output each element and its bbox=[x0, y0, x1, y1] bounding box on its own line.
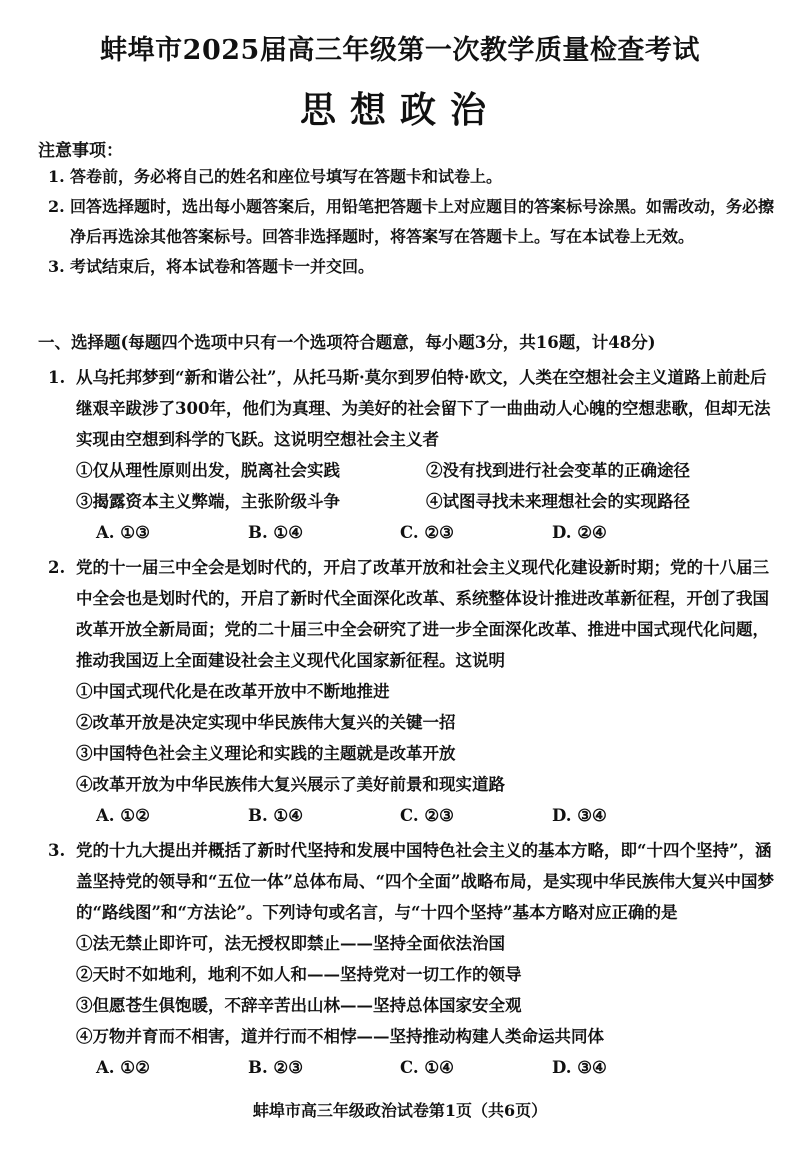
notice-heading: 注意事项： bbox=[38, 141, 123, 161]
option-c: C. ②③ bbox=[400, 523, 454, 542]
notice-block bbox=[38, 140, 778, 282]
notice-item-number: 2. bbox=[48, 197, 65, 216]
answer-options bbox=[48, 517, 780, 548]
question-number: 2. bbox=[48, 558, 66, 577]
statement: ④试图寻找未来理想社会的实现路径 bbox=[426, 492, 690, 511]
page-footer: 蚌埠市高三年级政治试卷第1页（共6页） bbox=[252, 1101, 548, 1120]
option-b: B. ②③ bbox=[248, 1058, 304, 1077]
statement: ②改革开放是决定实现中华民族伟大复兴的关键一招 bbox=[76, 713, 456, 732]
section-title: 一、选择题(每题四个选项中只有一个选项符合题意，每小题3分，共16题，计48分) bbox=[38, 333, 656, 352]
notice-item bbox=[38, 162, 778, 192]
statement-grid bbox=[48, 455, 780, 517]
notice-item-text: 答卷前，务必将自己的姓名和座位号填写在答题卡和试卷上。 bbox=[70, 167, 503, 186]
notice-item-text: 考试结束后，将本试卷和答题卡一并交回。 bbox=[70, 257, 375, 276]
question-number: 1. bbox=[48, 368, 66, 387]
option-b: B. ①④ bbox=[248, 523, 304, 542]
statement: ②天时不如地利，地利不如人和——坚持党对一切工作的领导 bbox=[76, 965, 522, 984]
answer-options bbox=[48, 800, 780, 831]
exam-title: 蚌埠市2025届高三年级第一次教学质量检查考试 bbox=[100, 35, 700, 66]
option-d: D. ③④ bbox=[552, 1058, 607, 1077]
option-d: D. ②④ bbox=[552, 523, 607, 542]
statement: ④万物并育而不相害，道并行而不相悖——坚持推动构建人类命运共同体 bbox=[76, 1027, 604, 1046]
statement: ③但愿苍生俱饱暖，不辞辛苦出山林——坚持总体国家安全观 bbox=[76, 996, 522, 1015]
option-d: D. ③④ bbox=[552, 806, 607, 825]
notice-item-text: 回答选择题时，选出每小题答案后，用铅笔把答题卡上对应题目的答案标号涂黑。如需改动，务必擦净后再选涂其他答案标号。回答非选择题时，将答案写在答题卡上。写在本试卷上无效。 bbox=[70, 197, 775, 246]
question-3 bbox=[48, 835, 780, 1083]
question-stem bbox=[48, 552, 780, 676]
notice-item bbox=[38, 252, 778, 282]
notice-item-number: 3. bbox=[48, 257, 65, 276]
question-text: 从乌托邦梦到“新和谐公社”，从托马斯·莫尔到罗伯特·欧文，人类在空想社会主义道路上前赴后继艰辛跋涉了300年，他们为真理、为美好的社会留下了一曲曲动人心魄的空想悲歌，但却无法实现由空想到科学的飞跃。这说明空想社会主义者 bbox=[76, 368, 771, 449]
statement: ④改革开放为中华民族伟大复兴展示了美好前景和现实道路 bbox=[76, 775, 505, 794]
statement: ①法无禁止即许可，法无授权即禁止——坚持全面依法治国 bbox=[76, 934, 505, 953]
statement: ③揭露资本主义弊端，主张阶级斗争 bbox=[76, 492, 340, 511]
option-a: A. ①③ bbox=[96, 523, 150, 542]
statement-list bbox=[48, 676, 780, 800]
statement-list bbox=[48, 928, 780, 1052]
notice-item-number: 1. bbox=[48, 167, 65, 186]
option-c: C. ②③ bbox=[400, 806, 454, 825]
statement: ③中国特色社会主义理论和实践的主题就是改革开放 bbox=[76, 744, 456, 763]
option-a: A. ①② bbox=[96, 1058, 150, 1077]
notice-item bbox=[38, 192, 778, 252]
question-text: 党的十九大提出并概括了新时代坚持和发展中国特色社会主义的基本方略，即“十四个坚持”，涵盖坚持党的领导和“五位一体”总体布局、“四个全面”战略布局，是实现中华民族伟大复兴中国梦的“路线图”和“方法论”。下列诗句或名言，与“十四个坚持”基本方略对应正确的是 bbox=[76, 841, 774, 922]
question-stem bbox=[48, 835, 780, 928]
question-text: 党的十一届三中全会是划时代的，开启了改革开放和社会主义现代化建设新时期；党的十八届三中全会也是划时代的，开启了新时代全面深化改革、系统整体设计推进改革新征程，开创了我国改革开放全新局面；党的二十届三中全会研究了进一步全面深化改革、推进中国式现代化问题，推动我国迈上全面建设社会主义现代化国家新征程。这说明 bbox=[76, 558, 769, 670]
statement: ①中国式现代化是在改革开放中不断地推进 bbox=[76, 682, 390, 701]
question-2 bbox=[48, 552, 780, 831]
answer-options bbox=[48, 1052, 780, 1083]
option-b: B. ①④ bbox=[248, 806, 304, 825]
option-c: C. ①④ bbox=[400, 1058, 454, 1077]
question-stem bbox=[48, 362, 780, 455]
option-a: A. ①② bbox=[96, 806, 150, 825]
statement: ②没有找到进行社会变革的正确途径 bbox=[426, 461, 690, 480]
question-number: 3. bbox=[48, 841, 66, 860]
question-1 bbox=[48, 362, 780, 548]
question-list bbox=[48, 362, 780, 1087]
statement: ①仅从理性原则出发，脱离社会实践 bbox=[76, 461, 340, 480]
subject-title: 思想政治 bbox=[299, 89, 500, 131]
